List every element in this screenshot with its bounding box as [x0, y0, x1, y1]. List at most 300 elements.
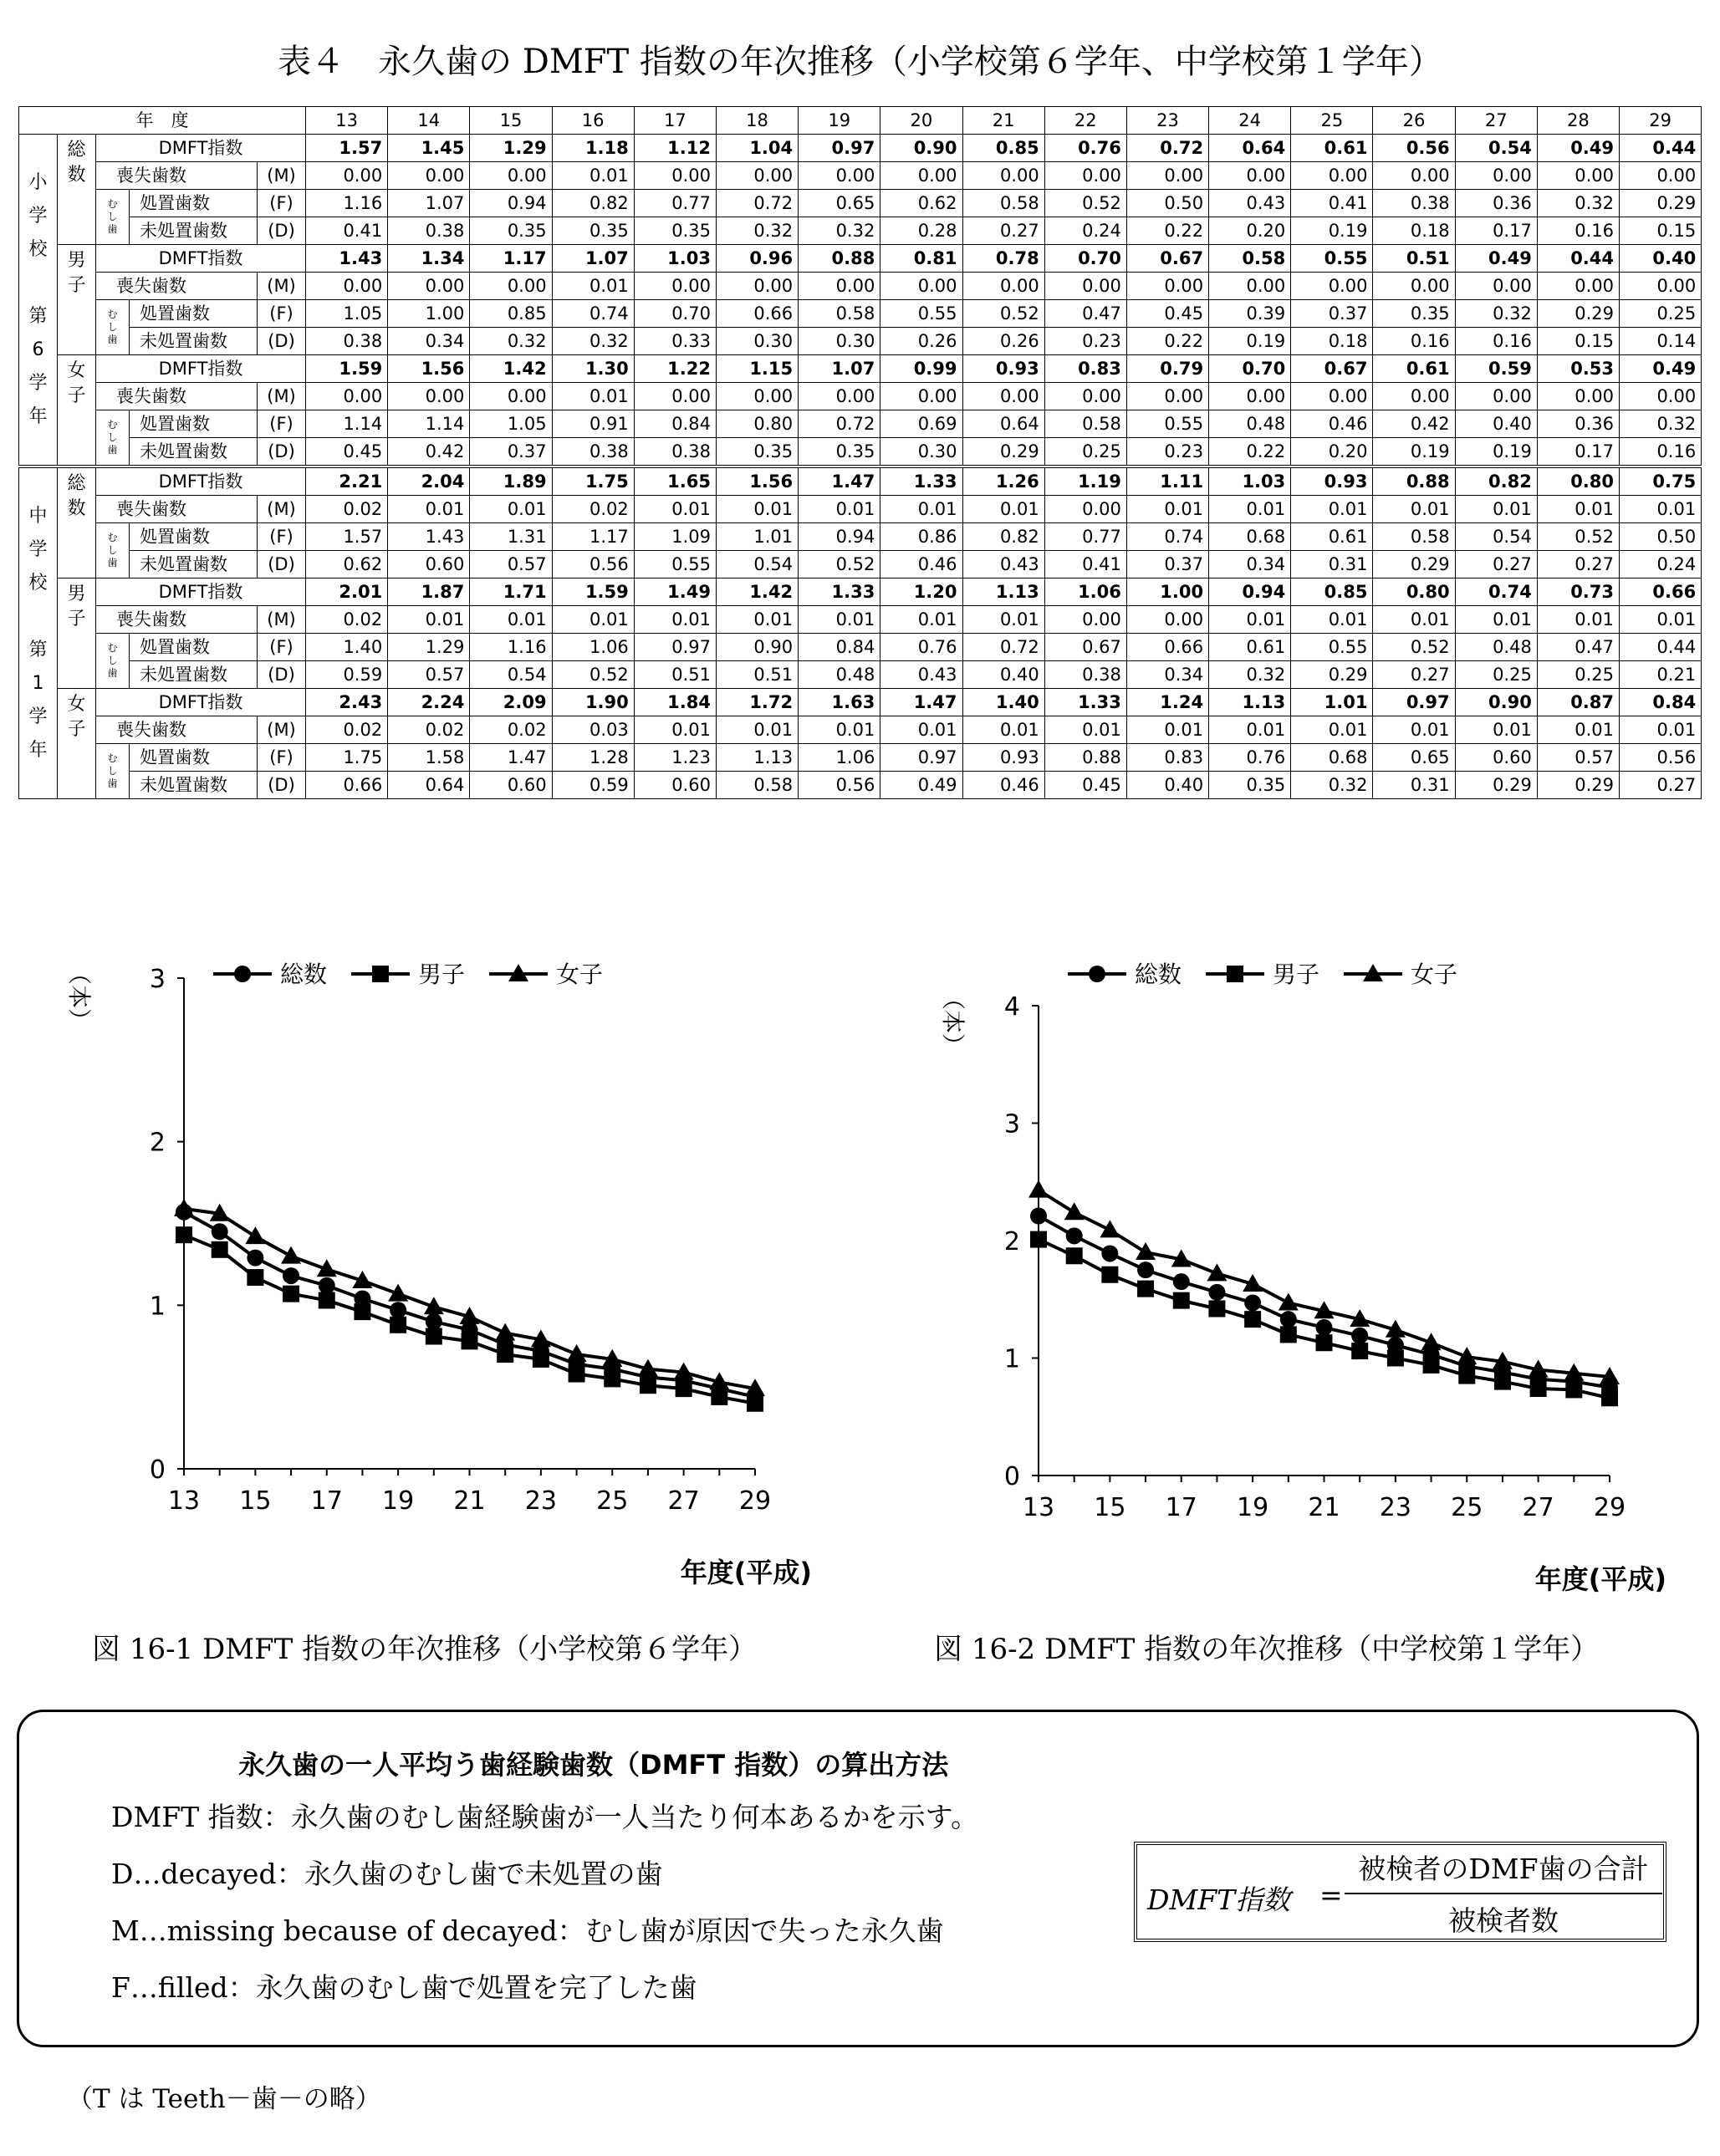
value-cell: 0.00: [1209, 273, 1291, 300]
value-cell: 0.94: [470, 190, 552, 217]
value-cell: 1.17: [552, 523, 634, 551]
value-cell: 0.01: [388, 606, 470, 634]
row-label: DMFT指数: [96, 466, 306, 496]
row-code: (F): [258, 634, 306, 661]
row-label: 処置歯数: [130, 523, 258, 551]
info-box: [17, 1710, 1699, 2047]
table-row: [19, 496, 1702, 523]
group-label-char: 数: [67, 498, 86, 519]
value-cell: 1.01: [716, 523, 798, 551]
value-cell: 1.49: [634, 579, 716, 606]
value-cell: 1.05: [306, 300, 388, 328]
value-cell: 0.19: [1373, 438, 1455, 467]
data-point: [212, 1223, 228, 1240]
value-cell: 0.97: [1373, 689, 1455, 716]
value-cell: 0.67: [1291, 355, 1373, 383]
value-cell: 0.01: [1373, 716, 1455, 744]
dmft-table-container: [18, 106, 1702, 806]
header-year-18: 18: [716, 107, 798, 135]
value-cell: 0.00: [1044, 606, 1126, 634]
table-row: [19, 466, 1702, 496]
info-line-filled: F…filled：永久歯のむし歯で処置を完了した歯: [111, 1971, 697, 2004]
value-cell: 0.43: [962, 551, 1044, 579]
value-cell: 0.39: [1209, 300, 1291, 328]
value-cell: 0.68: [1209, 523, 1291, 551]
data-point: [1279, 1292, 1299, 1310]
value-cell: 0.40: [1620, 245, 1702, 273]
value-cell: 0.52: [552, 661, 634, 689]
value-cell: 0.00: [799, 383, 880, 410]
value-cell: 0.00: [1044, 496, 1126, 523]
value-cell: 0.96: [716, 245, 798, 273]
header-year-label: 年 度: [19, 107, 306, 135]
mushi-label-char: む: [107, 752, 118, 764]
mushi-label: [96, 634, 130, 689]
value-cell: 0.00: [1126, 273, 1208, 300]
value-cell: 0.00: [1126, 606, 1208, 634]
mushi-label-char: 歯: [107, 557, 118, 568]
row-code: (F): [258, 300, 306, 328]
mushi-label-char: む: [107, 419, 118, 431]
data-point: [676, 1380, 692, 1397]
value-cell: 0.17: [1537, 438, 1619, 467]
value-cell: 0.55: [1291, 634, 1373, 661]
value-cell: 0.45: [306, 438, 388, 467]
value-cell: 1.06: [1044, 579, 1126, 606]
value-cell: 0.64: [1209, 135, 1291, 162]
data-point: [711, 1389, 727, 1405]
group-label-char: 子: [67, 275, 86, 296]
value-cell: 0.90: [1455, 689, 1537, 716]
row-label: DMFT指数: [96, 579, 306, 606]
data-point: [1066, 1227, 1083, 1244]
value-cell: 0.30: [716, 328, 798, 355]
value-cell: 0.01: [716, 716, 798, 744]
table-row: [19, 135, 1702, 162]
value-cell: 0.01: [1291, 606, 1373, 634]
mushi-label-char: む: [107, 532, 118, 543]
value-cell: 0.00: [716, 162, 798, 190]
value-cell: 2.43: [306, 689, 388, 716]
value-cell: 0.27: [1373, 661, 1455, 689]
value-cell: 1.15: [716, 355, 798, 383]
x-tick-label: 13: [1022, 1493, 1055, 1522]
value-cell: 0.66: [716, 300, 798, 328]
value-cell: 0.80: [1537, 466, 1619, 496]
value-cell: 0.90: [880, 135, 962, 162]
value-cell: 0.82: [552, 190, 634, 217]
value-cell: 0.37: [470, 438, 552, 467]
data-point: [1244, 1311, 1261, 1328]
row-label: 未処置歯数: [130, 328, 258, 355]
y-tick-label: 3: [1003, 1109, 1020, 1139]
value-cell: 0.75: [1620, 466, 1702, 496]
x-tick-label: 21: [453, 1486, 486, 1516]
value-cell: 0.51: [716, 661, 798, 689]
row-label: 喪失歯数: [96, 273, 258, 300]
group-label: [58, 579, 96, 689]
group-label: [58, 245, 96, 355]
value-cell: 0.29: [1373, 551, 1455, 579]
data-point: [1316, 1319, 1333, 1336]
value-cell: 0.65: [1373, 744, 1455, 772]
data-point: [426, 1328, 442, 1345]
value-cell: 0.01: [1126, 496, 1208, 523]
value-cell: 0.61: [1291, 523, 1373, 551]
mushi-label-char: し: [107, 211, 118, 222]
value-cell: 0.59: [306, 661, 388, 689]
y-tick-label: 0: [1003, 1462, 1020, 1491]
y-tick-label: 0: [149, 1455, 166, 1485]
mushi-label-char: 歯: [107, 444, 118, 456]
value-cell: 0.86: [880, 523, 962, 551]
y-axis-label: （本）: [939, 986, 967, 1058]
school-label-char: [19, 267, 57, 300]
value-cell: 0.82: [1455, 466, 1537, 496]
value-cell: 0.30: [799, 328, 880, 355]
value-cell: 1.13: [716, 744, 798, 772]
value-cell: 0.01: [799, 606, 880, 634]
table-row: [19, 661, 1702, 689]
data-point: [1066, 1247, 1083, 1264]
value-cell: 0.23: [1044, 328, 1126, 355]
y-axis-label: （本）: [65, 961, 93, 1032]
value-cell: 0.32: [1291, 772, 1373, 799]
header-year-24: 24: [1209, 107, 1291, 135]
value-cell: 0.60: [1455, 744, 1537, 772]
group-label: [58, 135, 96, 245]
value-cell: 0.74: [552, 300, 634, 328]
value-cell: 0.01: [1126, 716, 1208, 744]
value-cell: 0.77: [634, 190, 716, 217]
value-cell: 0.66: [1126, 634, 1208, 661]
value-cell: 1.11: [1126, 466, 1208, 496]
value-cell: 0.65: [799, 190, 880, 217]
value-cell: 0.32: [1537, 190, 1619, 217]
value-cell: 0.64: [388, 772, 470, 799]
row-code: (F): [258, 744, 306, 772]
school-label-char: 校: [28, 572, 48, 594]
value-cell: 0.29: [1537, 772, 1619, 799]
value-cell: 0.97: [799, 135, 880, 162]
value-cell: 0.45: [1126, 300, 1208, 328]
data-point: [569, 1366, 585, 1383]
school-label: [19, 135, 58, 467]
value-cell: 0.00: [634, 383, 716, 410]
table-row: [19, 772, 1702, 799]
value-cell: 0.56: [1620, 744, 1702, 772]
group-label-char: 子: [67, 609, 86, 629]
value-cell: 0.72: [962, 634, 1044, 661]
value-cell: 1.07: [799, 355, 880, 383]
footnote: （T は Teeth－歯－の略）: [67, 2084, 381, 2114]
value-cell: 0.49: [1537, 135, 1619, 162]
row-label: 処置歯数: [130, 634, 258, 661]
formula-numerator: 被検者のDMF歯の合計: [1358, 1853, 1649, 1885]
legend-label: 女子: [556, 961, 604, 988]
value-cell: 1.13: [962, 579, 1044, 606]
school-label-char: 年: [28, 739, 48, 761]
header-year-13: 13: [306, 107, 388, 135]
value-cell: 0.32: [1620, 410, 1702, 438]
value-cell: 0.36: [1537, 410, 1619, 438]
data-point: [1316, 1334, 1333, 1351]
value-cell: 0.51: [1373, 245, 1455, 273]
school-label-char: 校: [28, 238, 48, 260]
value-cell: 0.62: [306, 551, 388, 579]
value-cell: 0.01: [1620, 716, 1702, 744]
value-cell: 2.21: [306, 466, 388, 496]
formula-denominator: 被検者数: [1448, 1904, 1559, 1937]
value-cell: 0.24: [1044, 217, 1126, 245]
row-label: 処置歯数: [130, 744, 258, 772]
chart-junior-high-svg: [905, 936, 1691, 1613]
value-cell: 0.01: [1537, 716, 1619, 744]
row-code: (M): [258, 496, 306, 523]
legend-label: 男子: [1273, 961, 1320, 988]
value-cell: 0.93: [962, 744, 1044, 772]
value-cell: 0.00: [1209, 162, 1291, 190]
row-label: DMFT指数: [96, 355, 306, 383]
row-label: 処置歯数: [130, 300, 258, 328]
row-code: (D): [258, 438, 306, 467]
value-cell: 0.02: [552, 496, 634, 523]
table-row: [19, 273, 1702, 300]
data-point: [1137, 1261, 1154, 1278]
row-label: 未処置歯数: [130, 551, 258, 579]
row-code: (F): [258, 523, 306, 551]
value-cell: 0.01: [1044, 716, 1126, 744]
data-point: [1173, 1273, 1190, 1290]
value-cell: 0.48: [1209, 410, 1291, 438]
value-cell: 0.35: [1209, 772, 1291, 799]
table-row: [19, 716, 1702, 744]
value-cell: 0.00: [1373, 383, 1455, 410]
data-point: [1601, 1389, 1618, 1406]
data-point: [462, 1333, 478, 1349]
value-cell: 0.31: [1291, 551, 1373, 579]
page-title: 表４ 永久歯の DMFT 指数の年次推移（小学校第６学年、中学校第１学年）: [278, 43, 1442, 81]
table-row: [19, 579, 1702, 606]
value-cell: 1.05: [470, 410, 552, 438]
value-cell: 1.47: [799, 466, 880, 496]
row-label: 未処置歯数: [130, 438, 258, 467]
value-cell: 0.83: [1044, 355, 1126, 383]
value-cell: 0.20: [1291, 438, 1373, 467]
group-label-char: 総: [67, 473, 86, 494]
data-point: [1064, 1202, 1085, 1220]
value-cell: 0.85: [962, 135, 1044, 162]
value-cell: 0.25: [1044, 438, 1126, 467]
data-point: [281, 1246, 301, 1264]
value-cell: 0.01: [1537, 606, 1619, 634]
value-cell: 0.55: [880, 300, 962, 328]
value-cell: 0.16: [1620, 438, 1702, 467]
row-code: (D): [258, 328, 306, 355]
value-cell: 0.46: [1291, 410, 1373, 438]
figure-caption-2: 図 16-2 DMFT 指数の年次推移（中学校第１学年）: [934, 1633, 1600, 1666]
value-cell: 1.47: [470, 744, 552, 772]
value-cell: 0.32: [552, 328, 634, 355]
value-cell: 0.38: [1044, 661, 1126, 689]
value-cell: 2.04: [388, 466, 470, 496]
header-year-27: 27: [1455, 107, 1537, 135]
value-cell: 0.26: [962, 328, 1044, 355]
value-cell: 0.34: [1126, 661, 1208, 689]
value-cell: 0.00: [1455, 273, 1537, 300]
value-cell: 0.68: [1291, 744, 1373, 772]
value-cell: 1.06: [799, 744, 880, 772]
value-cell: 0.52: [962, 300, 1044, 328]
value-cell: 0.19: [1209, 328, 1291, 355]
school-label-char: [19, 600, 57, 634]
value-cell: 1.56: [716, 466, 798, 496]
data-point: [247, 1269, 263, 1286]
value-cell: 0.44: [1620, 634, 1702, 661]
value-cell: 0.19: [1291, 217, 1373, 245]
value-cell: 0.29: [1455, 772, 1537, 799]
data-point: [1030, 1207, 1047, 1224]
value-cell: 1.29: [388, 634, 470, 661]
mushi-label: [96, 523, 130, 579]
legend-marker: [1227, 966, 1243, 982]
value-cell: 0.57: [388, 661, 470, 689]
value-cell: 0.00: [962, 273, 1044, 300]
value-cell: 0.40: [962, 661, 1044, 689]
value-cell: 0.58: [1209, 245, 1291, 273]
y-tick-label: 2: [1003, 1227, 1020, 1256]
mushi-label-char: 歯: [107, 334, 118, 345]
data-point: [283, 1286, 299, 1302]
row-code: (M): [258, 273, 306, 300]
value-cell: 0.32: [470, 328, 552, 355]
row-label: DMFT指数: [96, 135, 306, 162]
value-cell: 0.77: [1044, 523, 1126, 551]
row-code: (F): [258, 410, 306, 438]
chart-elementary-svg: [50, 936, 836, 1613]
value-cell: 0.60: [388, 551, 470, 579]
value-cell: 0.31: [1373, 772, 1455, 799]
mushi-label-char: 歯: [107, 777, 118, 789]
school-label-char: 学: [28, 205, 48, 227]
value-cell: 1.07: [388, 190, 470, 217]
value-cell: 1.90: [552, 689, 634, 716]
value-cell: 0.35: [799, 438, 880, 467]
row-label: 未処置歯数: [130, 217, 258, 245]
x-tick-label: 19: [382, 1486, 415, 1516]
data-point: [1100, 1220, 1120, 1237]
value-cell: 0.83: [1126, 744, 1208, 772]
value-cell: 0.35: [552, 217, 634, 245]
row-code: (D): [258, 217, 306, 245]
legend-label: 総数: [1135, 961, 1182, 988]
value-cell: 0.48: [799, 661, 880, 689]
data-point: [319, 1292, 335, 1308]
value-cell: 1.42: [716, 579, 798, 606]
value-cell: 1.17: [470, 245, 552, 273]
value-cell: 0.54: [1455, 135, 1537, 162]
value-cell: 0.49: [1620, 355, 1702, 383]
value-cell: 1.33: [799, 579, 880, 606]
value-cell: 1.57: [306, 523, 388, 551]
value-cell: 0.32: [799, 217, 880, 245]
value-cell: 0.01: [1291, 496, 1373, 523]
value-cell: 0.22: [1126, 328, 1208, 355]
data-point: [1101, 1245, 1118, 1261]
value-cell: 0.58: [962, 190, 1044, 217]
school-label-char: 学: [28, 538, 48, 560]
value-cell: 0.00: [1537, 162, 1619, 190]
school-label-char: 学: [28, 372, 48, 394]
table-row: [19, 300, 1702, 328]
value-cell: 0.94: [799, 523, 880, 551]
x-tick-label: 27: [1522, 1493, 1554, 1522]
value-cell: 0.01: [1209, 716, 1291, 744]
value-cell: 0.01: [1209, 606, 1291, 634]
value-cell: 0.01: [1455, 606, 1537, 634]
value-cell: 1.75: [552, 466, 634, 496]
value-cell: 1.33: [880, 466, 962, 496]
value-cell: 0.70: [1209, 355, 1291, 383]
data-point: [247, 1250, 263, 1267]
value-cell: 0.36: [1455, 190, 1537, 217]
value-cell: 0.00: [799, 162, 880, 190]
row-code: (F): [258, 190, 306, 217]
value-cell: 0.00: [306, 162, 388, 190]
value-cell: 0.37: [1126, 551, 1208, 579]
value-cell: 0.00: [306, 383, 388, 410]
value-cell: 0.85: [470, 300, 552, 328]
value-cell: 0.64: [962, 410, 1044, 438]
header-year-20: 20: [880, 107, 962, 135]
value-cell: 1.23: [634, 744, 716, 772]
value-cell: 0.29: [1537, 300, 1619, 328]
value-cell: 0.15: [1620, 217, 1702, 245]
value-cell: 0.80: [716, 410, 798, 438]
y-tick-label: 2: [149, 1128, 166, 1158]
value-cell: 0.35: [634, 217, 716, 245]
value-cell: 0.00: [962, 162, 1044, 190]
table-row: [19, 162, 1702, 190]
value-cell: 0.72: [1126, 135, 1208, 162]
legend-marker: [1089, 966, 1105, 982]
header-year-17: 17: [634, 107, 716, 135]
value-cell: 0.51: [634, 661, 716, 689]
value-cell: 0.01: [388, 496, 470, 523]
mushi-label-char: む: [107, 198, 118, 210]
value-cell: 0.01: [634, 496, 716, 523]
value-cell: 0.18: [1373, 217, 1455, 245]
value-cell: 0.54: [470, 661, 552, 689]
value-cell: 0.93: [1291, 466, 1373, 496]
value-cell: 0.25: [1537, 661, 1619, 689]
value-cell: 1.03: [634, 245, 716, 273]
value-cell: 0.57: [470, 551, 552, 579]
value-cell: 0.21: [1620, 661, 1702, 689]
value-cell: 1.19: [1044, 466, 1126, 496]
x-tick-label: 25: [1451, 1493, 1483, 1522]
value-cell: 0.01: [962, 716, 1044, 744]
value-cell: 0.01: [799, 496, 880, 523]
value-cell: 0.81: [880, 245, 962, 273]
value-cell: 0.42: [1373, 410, 1455, 438]
value-cell: 0.52: [1537, 523, 1619, 551]
value-cell: 1.28: [552, 744, 634, 772]
header-year-29: 29: [1620, 107, 1702, 135]
value-cell: 0.58: [716, 772, 798, 799]
value-cell: 0.20: [1209, 217, 1291, 245]
value-cell: 2.24: [388, 689, 470, 716]
